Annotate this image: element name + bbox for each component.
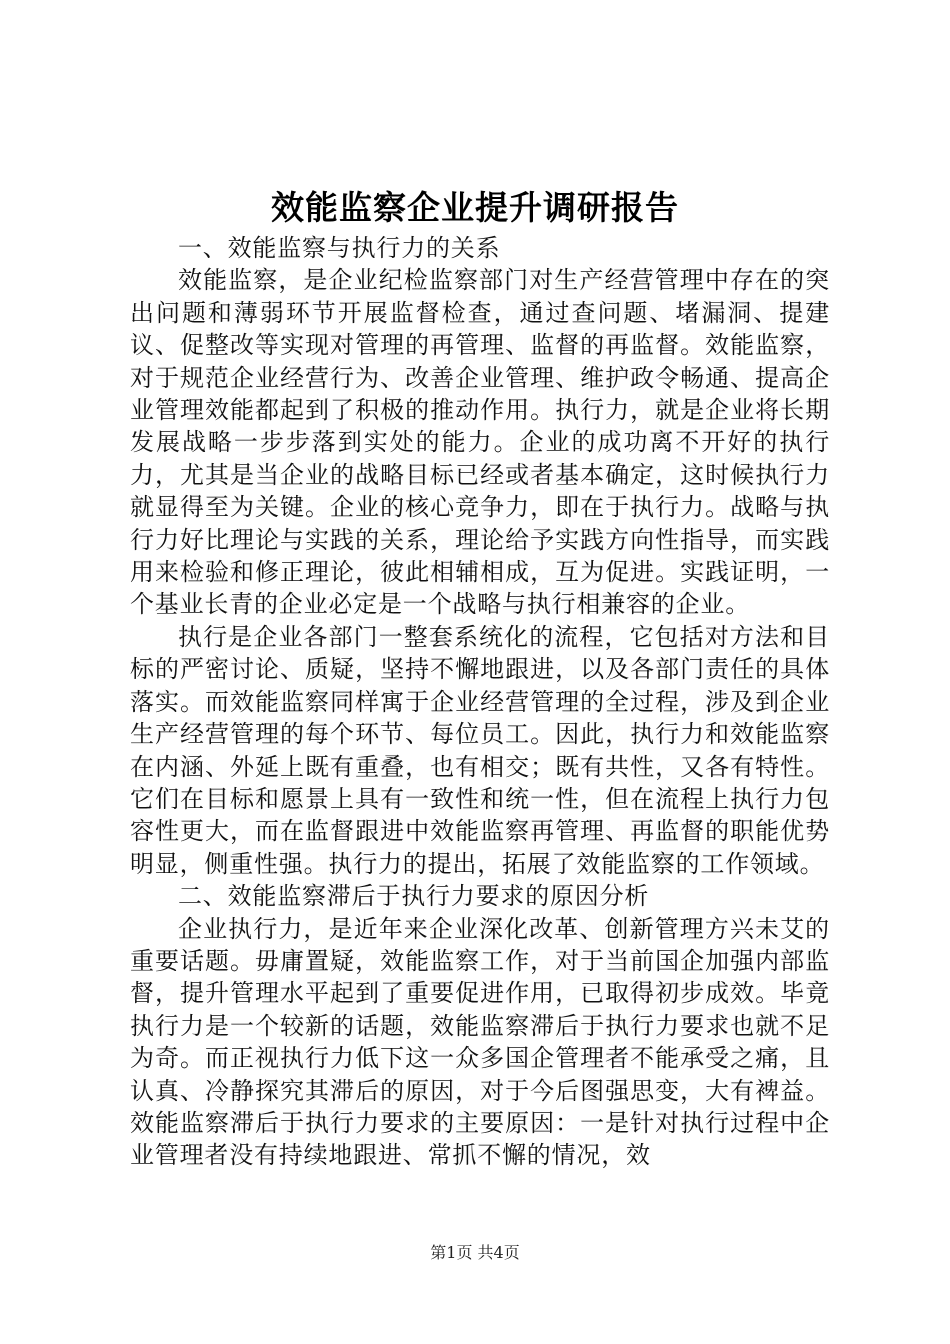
paragraph-3: 企业执行力，是近年来企业深化改革、创新管理方兴未艾的重要话题。毋庸置疑，效能监察工作，对于当前国企加强内部监督，提升管理水平起到了重要促进作用，已取得初步成效。毕竟执行力是一个较新的话题，效能监察滞后于执行力要求也就不足为奇。而正视执行力低下这一众多国企管理者不能承受之痛，且认真、冷静探究其滞后的原因，对于今后图强思变，大有裨益。效能监察滞后于执行力要求的主要原因：一是针对执行过程中企业管理者没有持续地跟进、常抓不懈的情况，效 <box>130 914 830 1170</box>
section-heading-1: 一、效能监察与执行力的关系 <box>178 234 501 262</box>
section-heading-2: 二、效能监察滞后于执行力要求的原因分析 <box>178 882 650 911</box>
paragraph-1: 效能监察，是企业纪检监察部门对生产经营管理中存在的突出问题和薄弱环节开展监督检查，通过查问题、堵漏洞、提建议、促整改等实现对管理的再管理、监督的再监督。效能监察，对于规范企业经营行为、改善企业管理、维护政令畅通、提高企业管理效能都起到了积极的推动作用。执行力，就是企业将长期发展战略一步步落到实处的能力。企业的成功离不开好的执行力，尤其是当企业的战略目标已经或者基本确定，这时候执行力就显得至为关键。企业的核心竞争力，即在于执行力。战略与执行力好比理论与实践的关系，理论给予实践方向性指导，而实践用来检验和修正理论，彼此相辅相成，互为促进。实践证明，一个基业长青的企业必定是一个战略与执行相兼容的企业。 <box>130 266 830 619</box>
document-body <box>130 232 830 1172</box>
document-title: 效能监察企业提升调研报告 <box>271 188 679 227</box>
page-footer: 第1页 共4页 <box>430 1243 520 1262</box>
paragraph-2: 执行是企业各部门一整套系统化的流程，它包括对方法和目标的严密讨论、质疑，坚持不懈地跟进，以及各部门责任的具体落实。而效能监察同样寓于企业经营管理的全过程，涉及到企业生产经营管理的每个环节、每位员工。因此，执行力和效能监察在内涵、外延上既有重叠，也有相交；既有共性，又各有特性。它们在目标和愿景上具有一致性和统一性，但在流程上执行力包容性更大，而在监督跟进中效能监察再管理、再监督的职能优势明显，侧重性强。执行力的提出，拓展了效能监察的工作领域。 <box>130 622 830 878</box>
